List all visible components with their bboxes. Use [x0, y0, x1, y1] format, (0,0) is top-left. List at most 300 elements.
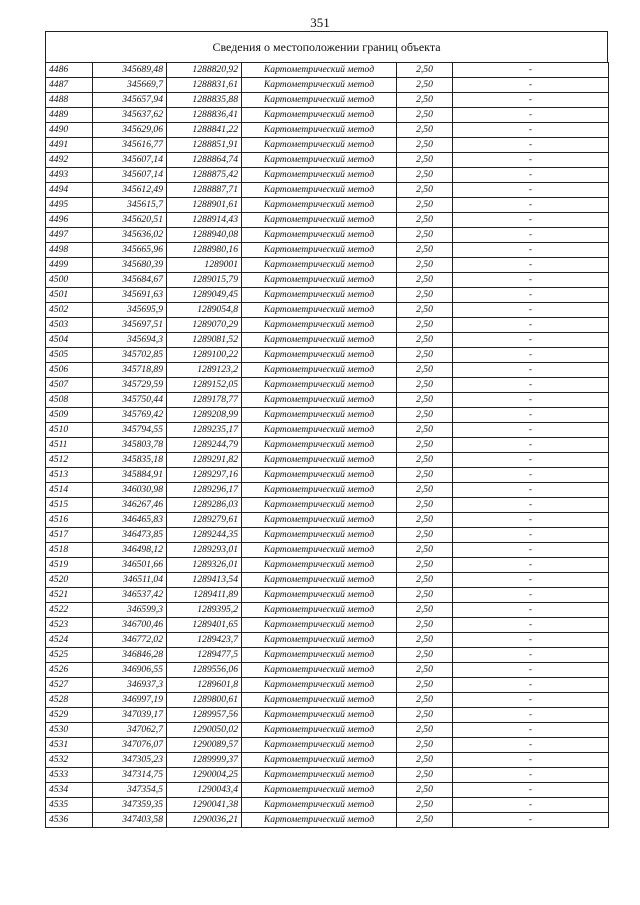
- accuracy-cell: 2,50: [397, 198, 453, 213]
- table-row: [46, 78, 609, 93]
- table-row: [46, 573, 609, 588]
- y-coordinate-cell: 1289244,79: [167, 438, 242, 453]
- accuracy-cell: 2,50: [397, 243, 453, 258]
- point-number-cell: 4494: [46, 183, 93, 198]
- x-coordinate-cell: 345695,9: [93, 303, 167, 318]
- y-coordinate-cell: 1289296,17: [167, 483, 242, 498]
- point-number-cell: 4488: [46, 93, 93, 108]
- table-row: [46, 168, 609, 183]
- table-row: [46, 63, 609, 78]
- table-row: [46, 648, 609, 663]
- description-cell: -: [453, 513, 609, 528]
- table-row: [46, 513, 609, 528]
- accuracy-cell: 2,50: [397, 798, 453, 813]
- description-cell: -: [453, 738, 609, 753]
- method-cell: Картометрический метод: [242, 483, 397, 498]
- y-coordinate-cell: 1290089,57: [167, 738, 242, 753]
- accuracy-cell: 2,50: [397, 303, 453, 318]
- accuracy-cell: 2,50: [397, 63, 453, 78]
- accuracy-cell: 2,50: [397, 333, 453, 348]
- y-coordinate-cell: 1289423,7: [167, 633, 242, 648]
- method-cell: Картометрический метод: [242, 453, 397, 468]
- table-row: [46, 123, 609, 138]
- point-number-cell: 4516: [46, 513, 93, 528]
- x-coordinate-cell: 345637,62: [93, 108, 167, 123]
- method-cell: Картометрический метод: [242, 258, 397, 273]
- accuracy-cell: 2,50: [397, 573, 453, 588]
- x-coordinate-cell: 346937,3: [93, 678, 167, 693]
- accuracy-cell: 2,50: [397, 678, 453, 693]
- x-coordinate-cell: 345794,55: [93, 423, 167, 438]
- accuracy-cell: 2,50: [397, 168, 453, 183]
- accuracy-cell: 2,50: [397, 543, 453, 558]
- y-coordinate-cell: 1289178,77: [167, 393, 242, 408]
- table-row: [46, 108, 609, 123]
- method-cell: Картометрический метод: [242, 813, 397, 828]
- y-coordinate-cell: 1289413,54: [167, 573, 242, 588]
- method-cell: Картометрический метод: [242, 663, 397, 678]
- y-coordinate-cell: 1289235,17: [167, 423, 242, 438]
- description-cell: -: [453, 783, 609, 798]
- table-row: [46, 813, 609, 828]
- accuracy-cell: 2,50: [397, 663, 453, 678]
- x-coordinate-cell: 345769,42: [93, 408, 167, 423]
- method-cell: Картометрический метод: [242, 753, 397, 768]
- accuracy-cell: 2,50: [397, 348, 453, 363]
- x-coordinate-cell: 346267,46: [93, 498, 167, 513]
- description-cell: -: [453, 573, 609, 588]
- x-coordinate-cell: 345629,06: [93, 123, 167, 138]
- table-row: [46, 378, 609, 393]
- point-number-cell: 4501: [46, 288, 93, 303]
- point-number-cell: 4509: [46, 408, 93, 423]
- x-coordinate-cell: 346700,46: [93, 618, 167, 633]
- table-row: [46, 363, 609, 378]
- y-coordinate-cell: 1288887,71: [167, 183, 242, 198]
- x-coordinate-cell: 347403,58: [93, 813, 167, 828]
- x-coordinate-cell: 345697,51: [93, 318, 167, 333]
- method-cell: Картометрический метод: [242, 348, 397, 363]
- y-coordinate-cell: 1288836,41: [167, 108, 242, 123]
- x-coordinate-cell: 345680,39: [93, 258, 167, 273]
- point-number-cell: 4527: [46, 678, 93, 693]
- point-number-cell: 4503: [46, 318, 93, 333]
- y-coordinate-cell: 1288980,16: [167, 243, 242, 258]
- point-number-cell: 4495: [46, 198, 93, 213]
- description-cell: -: [453, 588, 609, 603]
- method-cell: Картометрический метод: [242, 708, 397, 723]
- table-row: [46, 138, 609, 153]
- y-coordinate-cell: 1289293,01: [167, 543, 242, 558]
- table-row: [46, 288, 609, 303]
- method-cell: Картометрический метод: [242, 78, 397, 93]
- x-coordinate-cell: 345665,96: [93, 243, 167, 258]
- table-row: [46, 243, 609, 258]
- y-coordinate-cell: 1288875,42: [167, 168, 242, 183]
- x-coordinate-cell: 345750,44: [93, 393, 167, 408]
- point-number-cell: 4492: [46, 153, 93, 168]
- x-coordinate-cell: 346501,66: [93, 558, 167, 573]
- point-number-cell: 4514: [46, 483, 93, 498]
- x-coordinate-cell: 346473,85: [93, 528, 167, 543]
- point-number-cell: 4535: [46, 798, 93, 813]
- x-coordinate-cell: 346537,42: [93, 588, 167, 603]
- y-coordinate-cell: 1289054,8: [167, 303, 242, 318]
- y-coordinate-cell: 1289957,56: [167, 708, 242, 723]
- description-cell: -: [453, 228, 609, 243]
- page-number: 351: [310, 15, 330, 30]
- description-cell: -: [453, 123, 609, 138]
- description-cell: -: [453, 558, 609, 573]
- table-row: [46, 738, 609, 753]
- accuracy-cell: 2,50: [397, 213, 453, 228]
- table-title: Сведения о местоположении границ объекта: [45, 31, 608, 62]
- method-cell: Картометрический метод: [242, 318, 397, 333]
- y-coordinate-cell: 1288864,74: [167, 153, 242, 168]
- y-coordinate-cell: 1289297,16: [167, 468, 242, 483]
- method-cell: Картометрический метод: [242, 528, 397, 543]
- y-coordinate-cell: 1289411,89: [167, 588, 242, 603]
- x-coordinate-cell: 346498,12: [93, 543, 167, 558]
- point-number-cell: 4519: [46, 558, 93, 573]
- point-number-cell: 4502: [46, 303, 93, 318]
- y-coordinate-cell: 1289401,65: [167, 618, 242, 633]
- description-cell: -: [453, 303, 609, 318]
- method-cell: Картометрический метод: [242, 303, 397, 318]
- description-cell: -: [453, 318, 609, 333]
- x-coordinate-cell: 346599,3: [93, 603, 167, 618]
- accuracy-cell: 2,50: [397, 288, 453, 303]
- description-cell: -: [453, 708, 609, 723]
- method-cell: Картометрический метод: [242, 168, 397, 183]
- point-number-cell: 4513: [46, 468, 93, 483]
- description-cell: -: [453, 108, 609, 123]
- method-cell: Картометрический метод: [242, 198, 397, 213]
- method-cell: Картометрический метод: [242, 573, 397, 588]
- description-cell: -: [453, 138, 609, 153]
- table-row: [46, 198, 609, 213]
- y-coordinate-cell: 1289081,52: [167, 333, 242, 348]
- coordinates-table-body: [46, 63, 609, 828]
- accuracy-cell: 2,50: [397, 768, 453, 783]
- accuracy-cell: 2,50: [397, 273, 453, 288]
- table-row: [46, 348, 609, 363]
- x-coordinate-cell: 345729,59: [93, 378, 167, 393]
- method-cell: Картометрический метод: [242, 288, 397, 303]
- description-cell: -: [453, 198, 609, 213]
- y-coordinate-cell: 1290041,38: [167, 798, 242, 813]
- x-coordinate-cell: 345718,89: [93, 363, 167, 378]
- x-coordinate-cell: 345620,51: [93, 213, 167, 228]
- accuracy-cell: 2,50: [397, 93, 453, 108]
- description-cell: -: [453, 753, 609, 768]
- description-cell: -: [453, 93, 609, 108]
- accuracy-cell: 2,50: [397, 483, 453, 498]
- table-row: [46, 723, 609, 738]
- description-cell: -: [453, 603, 609, 618]
- y-coordinate-cell: 1290043,4: [167, 783, 242, 798]
- point-number-cell: 4486: [46, 63, 93, 78]
- accuracy-cell: 2,50: [397, 453, 453, 468]
- x-coordinate-cell: 345607,14: [93, 153, 167, 168]
- x-coordinate-cell: 345691,63: [93, 288, 167, 303]
- description-cell: -: [453, 63, 609, 78]
- accuracy-cell: 2,50: [397, 633, 453, 648]
- point-number-cell: 4496: [46, 213, 93, 228]
- description-cell: -: [453, 483, 609, 498]
- point-number-cell: 4499: [46, 258, 93, 273]
- accuracy-cell: 2,50: [397, 588, 453, 603]
- x-coordinate-cell: 347359,35: [93, 798, 167, 813]
- y-coordinate-cell: 1289395,2: [167, 603, 242, 618]
- y-coordinate-cell: 1289100,22: [167, 348, 242, 363]
- method-cell: Картометрический метод: [242, 648, 397, 663]
- x-coordinate-cell: 345612,49: [93, 183, 167, 198]
- y-coordinate-cell: 1289326,01: [167, 558, 242, 573]
- point-number-cell: 4533: [46, 768, 93, 783]
- x-coordinate-cell: 345694,3: [93, 333, 167, 348]
- table-row: [46, 483, 609, 498]
- x-coordinate-cell: 345702,85: [93, 348, 167, 363]
- point-number-cell: 4534: [46, 783, 93, 798]
- description-cell: -: [453, 693, 609, 708]
- point-number-cell: 4508: [46, 393, 93, 408]
- point-number-cell: 4487: [46, 78, 93, 93]
- table-row: [46, 558, 609, 573]
- description-cell: -: [453, 243, 609, 258]
- accuracy-cell: 2,50: [397, 528, 453, 543]
- table-row: [46, 438, 609, 453]
- y-coordinate-cell: 1289070,29: [167, 318, 242, 333]
- method-cell: Картометрический метод: [242, 138, 397, 153]
- y-coordinate-cell: 1288835,88: [167, 93, 242, 108]
- point-number-cell: 4491: [46, 138, 93, 153]
- method-cell: Картометрический метод: [242, 693, 397, 708]
- accuracy-cell: 2,50: [397, 123, 453, 138]
- accuracy-cell: 2,50: [397, 363, 453, 378]
- accuracy-cell: 2,50: [397, 813, 453, 828]
- accuracy-cell: 2,50: [397, 468, 453, 483]
- table-row: [46, 468, 609, 483]
- x-coordinate-cell: 345689,48: [93, 63, 167, 78]
- description-cell: -: [453, 813, 609, 828]
- method-cell: Картометрический метод: [242, 63, 397, 78]
- accuracy-cell: 2,50: [397, 153, 453, 168]
- point-number-cell: 4497: [46, 228, 93, 243]
- table-row: [46, 408, 609, 423]
- point-number-cell: 4528: [46, 693, 93, 708]
- description-cell: -: [453, 348, 609, 363]
- point-number-cell: 4500: [46, 273, 93, 288]
- y-coordinate-cell: 1289601,8: [167, 678, 242, 693]
- point-number-cell: 4532: [46, 753, 93, 768]
- method-cell: Картометрический метод: [242, 723, 397, 738]
- method-cell: Картометрический метод: [242, 498, 397, 513]
- description-cell: -: [453, 423, 609, 438]
- accuracy-cell: 2,50: [397, 78, 453, 93]
- accuracy-cell: 2,50: [397, 138, 453, 153]
- table-row: [46, 453, 609, 468]
- point-number-cell: 4524: [46, 633, 93, 648]
- point-number-cell: 4490: [46, 123, 93, 138]
- description-cell: -: [453, 618, 609, 633]
- accuracy-cell: 2,50: [397, 108, 453, 123]
- table-row: [46, 333, 609, 348]
- accuracy-cell: 2,50: [397, 558, 453, 573]
- accuracy-cell: 2,50: [397, 783, 453, 798]
- method-cell: Картометрический метод: [242, 738, 397, 753]
- description-cell: -: [453, 288, 609, 303]
- description-cell: -: [453, 153, 609, 168]
- point-number-cell: 4522: [46, 603, 93, 618]
- method-cell: Картометрический метод: [242, 543, 397, 558]
- x-coordinate-cell: 347039,17: [93, 708, 167, 723]
- table-row: [46, 303, 609, 318]
- accuracy-cell: 2,50: [397, 753, 453, 768]
- method-cell: Картометрический метод: [242, 123, 397, 138]
- y-coordinate-cell: 1289800,61: [167, 693, 242, 708]
- point-number-cell: 4489: [46, 108, 93, 123]
- point-number-cell: 4536: [46, 813, 93, 828]
- accuracy-cell: 2,50: [397, 618, 453, 633]
- x-coordinate-cell: 347314,75: [93, 768, 167, 783]
- table-row: [46, 618, 609, 633]
- method-cell: Картометрический метод: [242, 438, 397, 453]
- x-coordinate-cell: 346772,02: [93, 633, 167, 648]
- accuracy-cell: 2,50: [397, 378, 453, 393]
- y-coordinate-cell: 1288940,08: [167, 228, 242, 243]
- point-number-cell: 4521: [46, 588, 93, 603]
- x-coordinate-cell: 345884,91: [93, 468, 167, 483]
- point-number-cell: 4529: [46, 708, 93, 723]
- method-cell: Картометрический метод: [242, 228, 397, 243]
- method-cell: Картометрический метод: [242, 363, 397, 378]
- accuracy-cell: 2,50: [397, 708, 453, 723]
- table-row: [46, 768, 609, 783]
- accuracy-cell: 2,50: [397, 393, 453, 408]
- table-row: [46, 588, 609, 603]
- table-row: [46, 93, 609, 108]
- y-coordinate-cell: 1289279,61: [167, 513, 242, 528]
- table-row: [46, 153, 609, 168]
- point-number-cell: 4510: [46, 423, 93, 438]
- description-cell: -: [453, 213, 609, 228]
- point-number-cell: 4506: [46, 363, 93, 378]
- description-cell: -: [453, 78, 609, 93]
- method-cell: Картометрический метод: [242, 183, 397, 198]
- point-number-cell: 4515: [46, 498, 93, 513]
- table-row: [46, 663, 609, 678]
- method-cell: Картометрический метод: [242, 468, 397, 483]
- x-coordinate-cell: 346030,98: [93, 483, 167, 498]
- point-number-cell: 4530: [46, 723, 93, 738]
- point-number-cell: 4498: [46, 243, 93, 258]
- y-coordinate-cell: 1289291,82: [167, 453, 242, 468]
- table-row: [46, 228, 609, 243]
- table-row: [46, 273, 609, 288]
- accuracy-cell: 2,50: [397, 258, 453, 273]
- table-row: [46, 213, 609, 228]
- y-coordinate-cell: 1290036,21: [167, 813, 242, 828]
- method-cell: Картометрический метод: [242, 768, 397, 783]
- accuracy-cell: 2,50: [397, 438, 453, 453]
- description-cell: -: [453, 678, 609, 693]
- y-coordinate-cell: 1289123,2: [167, 363, 242, 378]
- accuracy-cell: 2,50: [397, 423, 453, 438]
- description-cell: -: [453, 768, 609, 783]
- table-row: [46, 603, 609, 618]
- coordinates-table: [45, 62, 609, 828]
- point-number-cell: 4505: [46, 348, 93, 363]
- x-coordinate-cell: 345636,02: [93, 228, 167, 243]
- table-row: [46, 753, 609, 768]
- x-coordinate-cell: 345684,67: [93, 273, 167, 288]
- description-cell: -: [453, 258, 609, 273]
- y-coordinate-cell: 1288820,92: [167, 63, 242, 78]
- description-cell: -: [453, 633, 609, 648]
- accuracy-cell: 2,50: [397, 513, 453, 528]
- accuracy-cell: 2,50: [397, 738, 453, 753]
- accuracy-cell: 2,50: [397, 693, 453, 708]
- x-coordinate-cell: 346906,55: [93, 663, 167, 678]
- y-coordinate-cell: 1290050,02: [167, 723, 242, 738]
- y-coordinate-cell: 1289015,79: [167, 273, 242, 288]
- table-row: [46, 708, 609, 723]
- method-cell: Картометрический метод: [242, 273, 397, 288]
- method-cell: Картометрический метод: [242, 153, 397, 168]
- method-cell: Картометрический метод: [242, 408, 397, 423]
- y-coordinate-cell: 1288831,61: [167, 78, 242, 93]
- table-row: [46, 678, 609, 693]
- method-cell: Картометрический метод: [242, 513, 397, 528]
- y-coordinate-cell: 1288901,61: [167, 198, 242, 213]
- method-cell: Картометрический метод: [242, 783, 397, 798]
- method-cell: Картометрический метод: [242, 378, 397, 393]
- x-coordinate-cell: 347354,5: [93, 783, 167, 798]
- description-cell: -: [453, 453, 609, 468]
- y-coordinate-cell: 1288851,91: [167, 138, 242, 153]
- method-cell: Картометрический метод: [242, 558, 397, 573]
- description-cell: -: [453, 408, 609, 423]
- point-number-cell: 4523: [46, 618, 93, 633]
- table-row: [46, 543, 609, 558]
- description-cell: -: [453, 363, 609, 378]
- table-row: [46, 393, 609, 408]
- description-cell: -: [453, 168, 609, 183]
- description-cell: -: [453, 663, 609, 678]
- point-number-cell: 4504: [46, 333, 93, 348]
- table-row: [46, 783, 609, 798]
- method-cell: Картометрический метод: [242, 618, 397, 633]
- y-coordinate-cell: 1289999,37: [167, 753, 242, 768]
- point-number-cell: 4512: [46, 453, 93, 468]
- y-coordinate-cell: 1288841,22: [167, 123, 242, 138]
- x-coordinate-cell: 347076,07: [93, 738, 167, 753]
- boundary-table-sheet: [45, 31, 608, 828]
- description-cell: -: [453, 648, 609, 663]
- point-number-cell: 4518: [46, 543, 93, 558]
- point-number-cell: 4507: [46, 378, 93, 393]
- x-coordinate-cell: 345803,78: [93, 438, 167, 453]
- y-coordinate-cell: 1289286,03: [167, 498, 242, 513]
- accuracy-cell: 2,50: [397, 228, 453, 243]
- y-coordinate-cell: 1290004,25: [167, 768, 242, 783]
- method-cell: Картометрический метод: [242, 603, 397, 618]
- description-cell: -: [453, 723, 609, 738]
- description-cell: -: [453, 273, 609, 288]
- description-cell: -: [453, 438, 609, 453]
- method-cell: Картометрический метод: [242, 678, 397, 693]
